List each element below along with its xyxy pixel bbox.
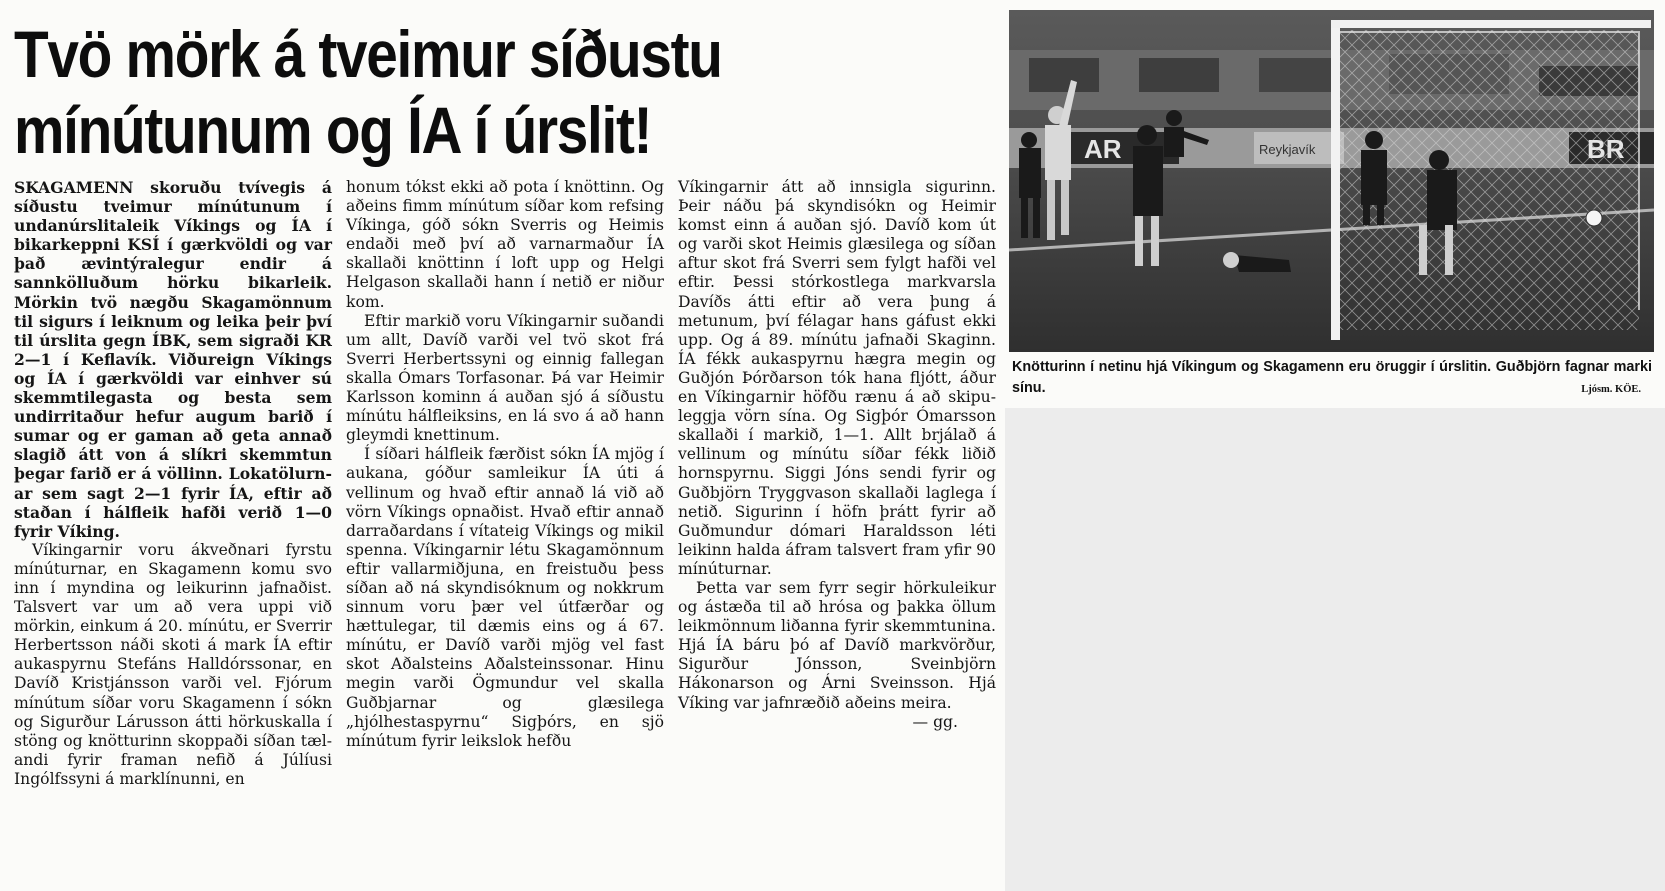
headline [14,16,853,168]
author-signature: — gg. [912,712,958,731]
match-photo [1009,10,1654,352]
ad-board-text: Reykjavík [1259,142,1316,157]
body-paragraph: Þetta var sem fyrr segir hörkuleikur og ástæða til að hrósa og þakka öllum leikmönnum liðanna fyrir skemmtunina. Hjá ÍA báru þó af Davíð markvörður, Sigurður Jónsson, Sveinbjörn Hákonarson og Árni Sveinsson. Hjá Víking var jafnræðið aðeins meira. [678,578,996,712]
body-paragraph: Víkingarnir voru ákveðnari fyrstu mínúturnar, en Skagamenn komu svo inn í myndina og leikurinn jafnaðist. Talsvert var um að vera uppi við mörkin, einkum á 20. mínútu, er Sverrir Herbertsson náði skoti á mark ÍA eftir aukaspyrnu Stefáns Halldórssonar, en Davíð Kristjánsson varði vel. Fjórum mínútum síðar voru Skagamenn í sókn og Sigurður Lárusson átti hörkuskalla í stöng og knötturinn skoppaði síðan tælandi fyrir framan nefið á Júlíusi Ingólfssyni á marklínunni, en [14,540,332,788]
headline-line-2: mínútunum og ÍA í úrslit! [14,93,652,167]
empty-area [1005,408,1665,891]
body-paragraph: Víkingarnir átt að innsigla sigurinn. Þeir náðu þá skyndisókn og Heimir komst einn á auðan sjó. Davíð kom út og varði skot Heimis glæsilega og síðan aftur skot frá Sverri sem fylgt hafði vel eftir. Þessi stórkostlega markvarsla Davíðs átti eftir að vera þung á metunum, því félagar hans gáfust ekki upp. Og á 89. mínútu jafnaði Skaginn. ÍA fékk aukaspyrnu hægra megin og Guðjón Þórðarson tók hana fljótt, áður en Víkingarnir höfðu rænu á að skipuleggja vörn sína. Og Sigþór Ómarsson skallaði í markið, 1—1. Allt brjálað á vellinum og mínútu síðar fékk liðið hornspyrnu. Siggi Jóns sendi fyrir og Guðbjörn Tryggvason skallaði laglega í netið. Sigurinn í höfn þrátt fyrir að Guðmundur dómari Haraldsson léti leikinn halda áfram talsvert fram yfir 90 mínúturnar. [678,178,996,578]
photo-caption: Knötturinn í netinu hjá Víkingum og Skagamenn eru öruggir í úrslitin. Guðbjörn fagnar marki sínu. [1012,359,1652,396]
goalpost-shape [1331,20,1340,340]
headline-line-1: Tvö mörk á tveimur síðustu [14,17,722,91]
article-column-2 [346,178,664,751]
article-column-1 [14,178,332,789]
body-paragraph: honum tókst ekki að pota í knöttinn. Og aðeins fimm mínútum síðar kom refsing Víkinga, góð sókn Sverris og Heimis endaði með því að varnarmaður ÍA skallaði knöttinn í loft upp og Helgi Helgason skallaði hann í netið er niður kom. [346,178,664,311]
ad-board-text: AR [1084,134,1122,164]
article-column-3 [678,178,996,732]
body-paragraph: Í síðari hálfleik færðist sókn ÍA mjög í aukana, góður samleikur ÍA úti á vellinum og hvað eftir annað lá við að vörn Víkings opnaðist. Hvað eftir annað darraðardans í vítateig Víkings og mikil spenna. Víkingarnir létu Skagamönnum eftir vallarmiðjuna, en freistuðu þess síðan að ná skyndisóknum og nokkrum sinnum voru þær vel útfærðar og hættulegar, til dæmis eins og á 67. mínútu, er Davíð varði mjög vel fast skot Aðalsteins Aðalsteinssonar. Hinu megin varði Ögmundur vel skalla Guðbjarnar og glæsilega „hjólhestaspyrnu“ Sigþórs, en sjö mínútum fyrir leikslok hefðu [346,445,664,750]
lead-paragraph: SKAGAMENN skoruðu tvívegis á síðustu tveimur mínútunum í undanúrslitaleik Víkings og ÍA í bikarkeppni KSÍ í gærkvöldi og var það ævintýralegur endir á sannkölluðum hörku bikarleik. Mörkin tvö nægðu Skagamönnum til sigurs í leiknum og leika þeir því til úrslita gegn ÍBK, sem sigraði KR 2—1 í Keflavík. Viðureign Víkings og ÍA í gærkvöldi var einhver sú skemmtilegasta og besta sem undirritaður hefur augum barið í sumar og er gaman að geta annað slagið átt von á slíkri skemmtun þegar farið er á völlinn. Lokatölurnar sem sagt 2—1 fyrir ÍA, eftir að staðan í hálfleik hafði verið 1—0 fyrir Víking. [14,178,332,541]
ball-shape [1586,210,1602,226]
photo-credit: Ljósm. KÖE. [1581,384,1641,395]
body-paragraph: Eftir markið voru Víkingarnir suðandi um allt, Davíð varði vel tvö skot frá Sverri Herbertssyni og einnig fallegan skalla Ómars Torfasonar. Þá var Heimir Karlsson kominn á auðan sjó á síðustu mínútu hálfleiksins, en lá svo á að hann gleymdi knettinum. [346,311,664,445]
